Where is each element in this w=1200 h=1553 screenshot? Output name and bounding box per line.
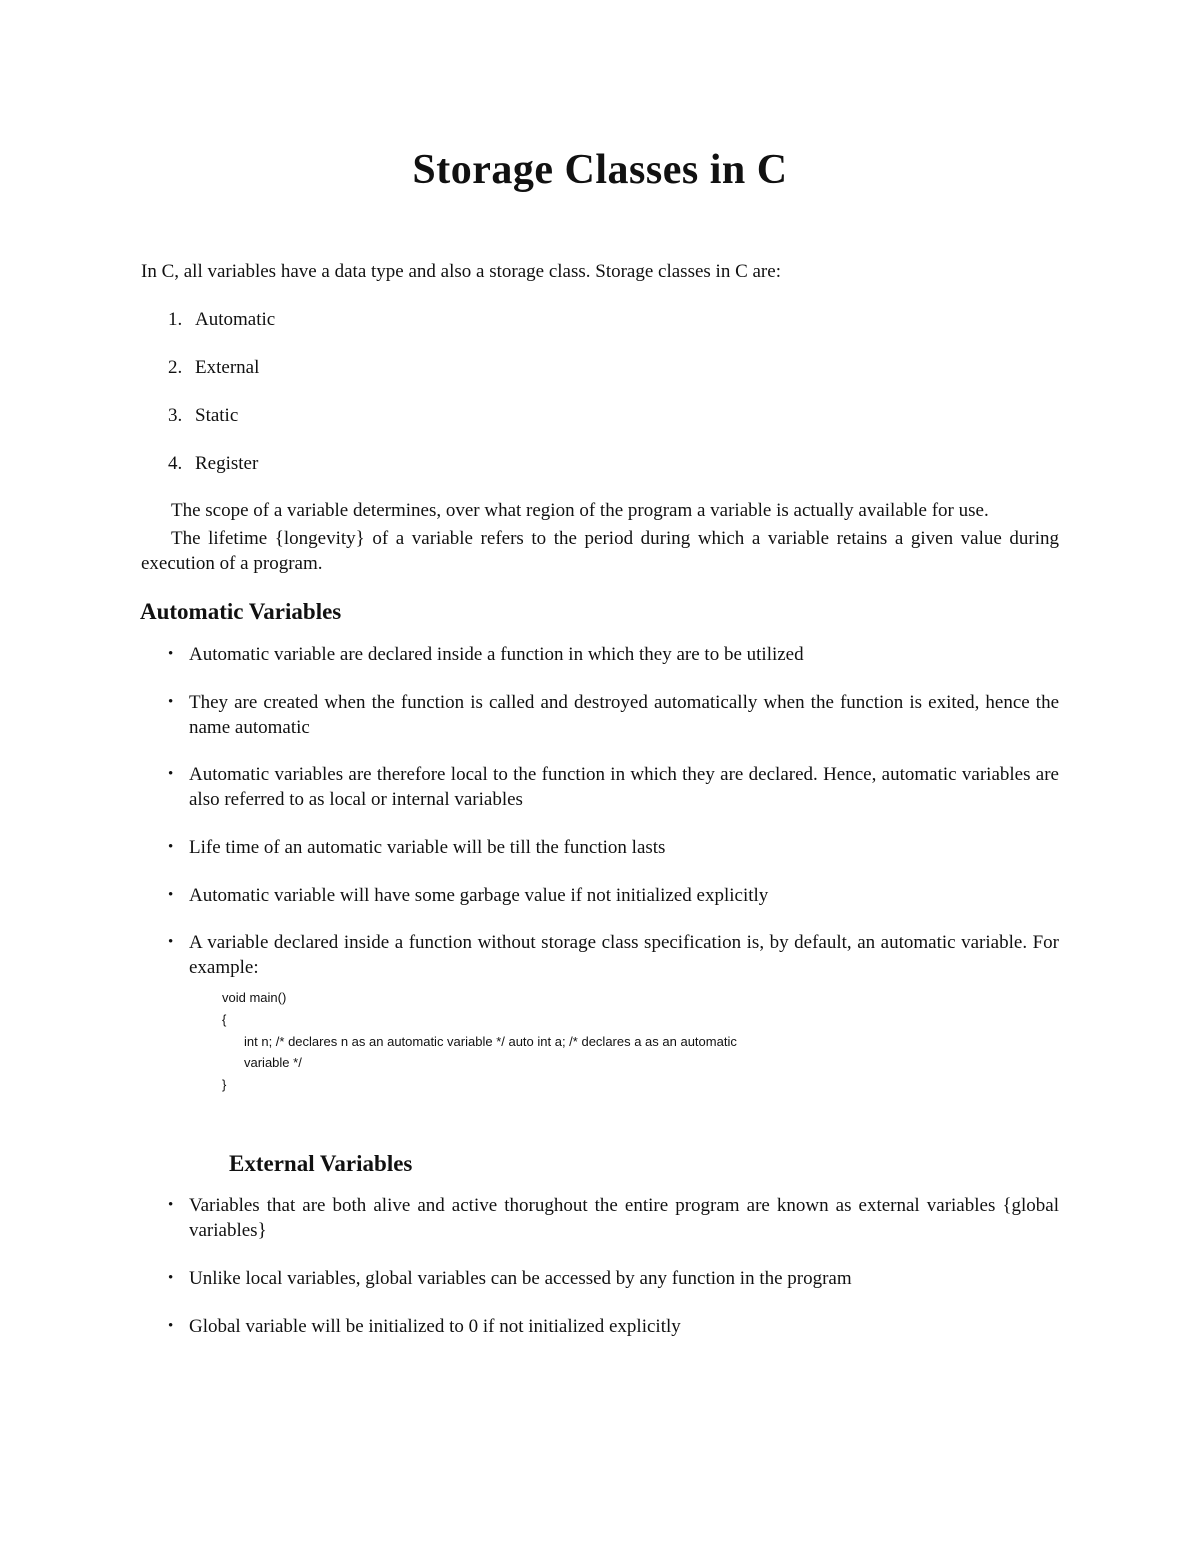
section-heading-external: External Variables <box>229 1151 413 1176</box>
code-line: } <box>222 1077 227 1092</box>
bullet-text: Global variable will be initialized to 0 if not initialized explicitly <box>189 1316 681 1337</box>
bullet-icon: • <box>168 934 174 950</box>
intro-paragraph: In C, all variables have a data type and also a storage class. Storage classes in C are: <box>141 261 781 282</box>
bullet-text: Unlike local variables, global variables can be accessed by any function in the program <box>189 1268 852 1289</box>
list-number: 3. <box>168 405 183 426</box>
page-title: Storage Classes in C <box>412 147 788 193</box>
list-number: 2. <box>168 357 183 378</box>
bullet-text: Automatic variables are therefore local to the function in which they are declared. Hence, automatic variables are also referred to as local or internal variables <box>189 764 1059 810</box>
code-line: void main() <box>222 990 287 1005</box>
bullet-text: A variable declared inside a function without storage class specification is, by default, an automatic variable. For example: <box>189 932 1059 978</box>
list-item-label: Static <box>195 405 239 426</box>
bullet-icon: • <box>168 887 174 903</box>
bullet-icon: • <box>168 1270 174 1286</box>
code-line: { <box>222 1012 227 1027</box>
list-item <box>168 307 275 332</box>
list-number: 1. <box>168 309 183 330</box>
bullet-text: Variables that are both alive and active thorughout the entire program are known as external variables {global variables} <box>189 1195 1059 1241</box>
lifetime-paragraph: The lifetime {longevity} of a variable refers to the period during which a variable retains a given value during execution of a program. <box>141 528 1059 574</box>
bullet-text: Life time of an automatic variable will be till the function lasts <box>189 837 666 858</box>
code-line: int n; /* declares n as an automatic variable */ auto int a; /* declares a as an automatic <box>244 1034 737 1049</box>
list-item <box>168 451 258 476</box>
list-item-label: External <box>195 357 260 378</box>
list-item-label: Automatic <box>195 309 276 330</box>
bullet-icon: • <box>168 1197 174 1213</box>
bullet-icon: • <box>168 839 174 855</box>
section-heading-automatic: Automatic Variables <box>140 599 342 624</box>
bullet-text: They are created when the function is called and destroyed automatically when the function is exited, hence the name automatic <box>189 692 1059 738</box>
bullet-icon: • <box>168 1318 174 1334</box>
bullet-icon: • <box>168 694 174 710</box>
bullet-icon: • <box>168 766 174 782</box>
list-item <box>168 403 238 428</box>
list-item <box>168 355 259 380</box>
list-item-label: Register <box>195 453 259 474</box>
bullet-icon: • <box>168 646 174 662</box>
scope-paragraph: The scope of a variable determines, over what region of the program a variable is actually available for use. <box>171 500 989 521</box>
bullet-text: Automatic variable will have some garbage value if not initialized explicitly <box>189 885 769 906</box>
bullet-text: Automatic variable are declared inside a function in which they are to be utilized <box>189 644 804 665</box>
list-number: 4. <box>168 453 183 474</box>
code-line: variable */ <box>244 1055 302 1070</box>
